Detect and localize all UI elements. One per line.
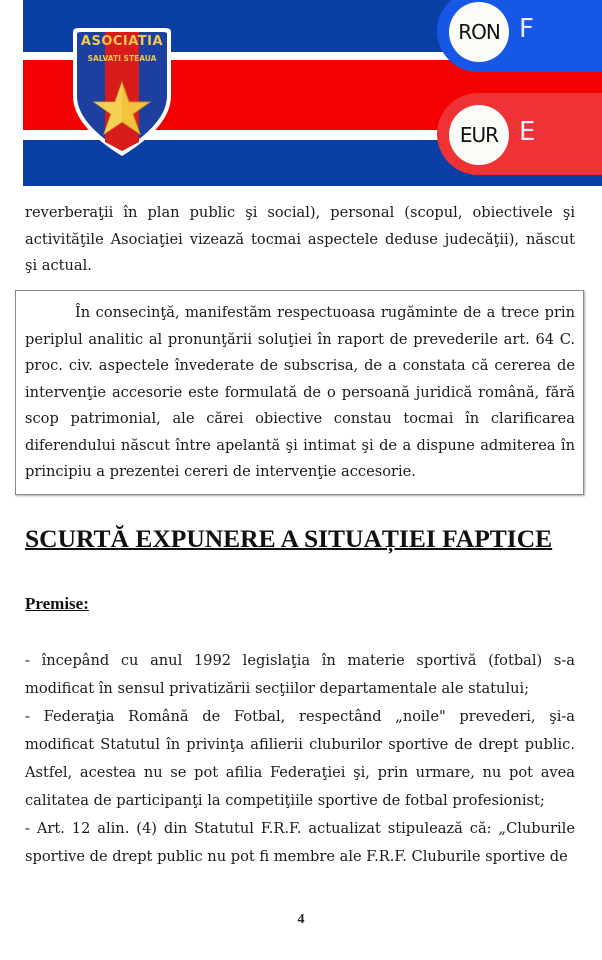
ron-currency-button[interactable] <box>437 0 602 72</box>
premises-subheading: Premise: <box>25 594 89 613</box>
paragraph-continuation: reverberaţii în plan public şi social), personal (scopul, obiectivele şi activităţile Asociaţiei vizează tocmai aspectele deduse judecăţii), născut şi actual. <box>25 204 575 274</box>
premise-item: - Federaţia Română de Fotbal, respectând „noile" prevederi, şi-a modificat Statutul în privinţa afilierii cluburilor sportive de drept public. Astfel, acestea nu se pot afilia Federaţiei şi, prin urmare, nu pot avea calitatea de participanţi la competiţiile sportive de fotbal profesionist; <box>25 708 575 809</box>
section-heading: SCURTĂ EXPUNERE A SITUAȚIEI FAPTICE <box>25 524 553 553</box>
eur-currency-button[interactable] <box>437 93 602 175</box>
association-crest-logo <box>63 26 181 158</box>
crest-title: ASOCIATIA <box>80 34 164 49</box>
premise-item: - Art. 12 alin. (4) din Statutul F.R.F. actualizat stipulează că: „Cluburile sportive de drept public nu pot fi membre ale F.R.F. Cluburile sportive de <box>25 820 575 865</box>
page-number: 4 <box>297 912 305 927</box>
ron-pill-text: F <box>519 14 534 44</box>
header-banner <box>23 0 602 186</box>
eur-coin-label: EUR <box>449 105 509 165</box>
boxed-request-paragraph: În consecinţă, manifestăm respectuoasa rugăminte de a trece prin periplul analitic al pronunţării soluţiei în raport de prevederile art. 64 C. proc. civ. aspectele învederate de subscrisa, de a constata că cererea de intervenţie accesorie este formulată de o persoană juridică română, fără scop patrimonial, ale cărei obiective constau tocmai în clarificarea diferendului născut între apelantă şi intimat şi de a dispune admiterea în principiu a prezentei cereri de intervenţie accesorie. <box>25 304 575 480</box>
eur-pill-text: E <box>519 117 536 147</box>
premise-item: - începând cu anul 1992 legislaţia în materie sportivă (fotbal) s-a modificat în sensul privatizării secţiilor departamentale ale statului; <box>25 652 575 697</box>
crest-subtitle: SALVATI STEAUA <box>87 54 157 63</box>
ron-coin-label: RON <box>449 2 509 62</box>
premises-list <box>25 647 575 871</box>
